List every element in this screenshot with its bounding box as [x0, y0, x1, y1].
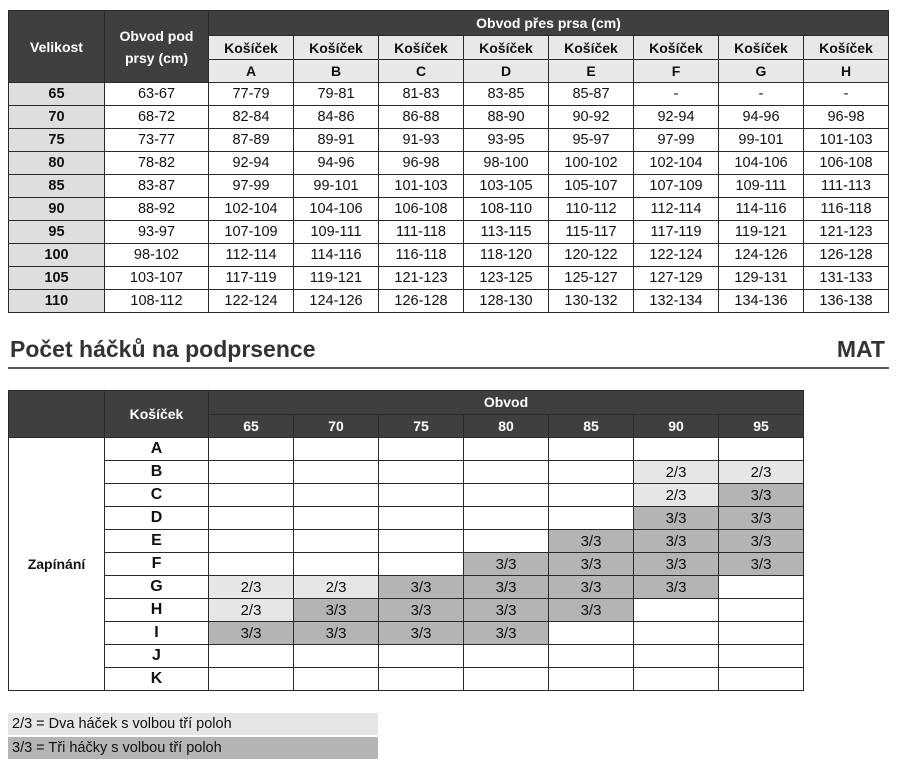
bust-cell: 122-124 [209, 290, 294, 313]
hooks-cell: 3/3 [464, 622, 549, 645]
cup-letter-header: E [549, 60, 634, 83]
hooks-cell [549, 645, 634, 668]
bust-cell: 120-122 [549, 244, 634, 267]
size-row [9, 83, 889, 106]
bust-cell: 124-126 [719, 244, 804, 267]
hooks-row [9, 484, 804, 507]
size-column-header: Velikost [9, 11, 105, 83]
hooks-cell [209, 484, 294, 507]
bust-cell: 117-119 [634, 221, 719, 244]
underbust-cell: 68-72 [105, 106, 209, 129]
cup-letter-header: C [379, 60, 464, 83]
bust-cell: 82-84 [209, 106, 294, 129]
underbust-cell: 78-82 [105, 152, 209, 175]
bust-cell: 104-106 [294, 198, 379, 221]
hooks-cell: 2/3 [209, 599, 294, 622]
size-cell: 105 [9, 267, 105, 290]
hooks-cell [549, 507, 634, 530]
bust-cell: 87-89 [209, 129, 294, 152]
size-cell: 85 [9, 175, 105, 198]
hooks-cell: 3/3 [379, 599, 464, 622]
bust-cell: 115-117 [549, 221, 634, 244]
hooks-cell: 3/3 [549, 576, 634, 599]
hooks-cell: 2/3 [294, 576, 379, 599]
bust-cell: 97-99 [209, 175, 294, 198]
size-cell: 75 [9, 129, 105, 152]
hooks-cell: 3/3 [464, 576, 549, 599]
bust-cell: 101-103 [804, 129, 889, 152]
cup-letter-cell: J [105, 645, 209, 668]
hooks-cell: 3/3 [719, 530, 804, 553]
hooks-cell [464, 484, 549, 507]
bust-cell: 114-116 [294, 244, 379, 267]
bust-cell: 96-98 [804, 106, 889, 129]
hooks-cell [379, 461, 464, 484]
bust-cell: 106-108 [379, 198, 464, 221]
hooks-cell [549, 461, 634, 484]
hooks-cell: 3/3 [634, 576, 719, 599]
hooks-cell [379, 484, 464, 507]
hooks-cell [294, 507, 379, 530]
bust-cell: 92-94 [209, 152, 294, 175]
bust-cell: 110-112 [549, 198, 634, 221]
hooks-row [9, 599, 804, 622]
hooks-cell [634, 599, 719, 622]
underbust-cell: 88-92 [105, 198, 209, 221]
size-cell: 110 [9, 290, 105, 313]
bust-cell: - [804, 83, 889, 106]
band-header: 85 [549, 414, 634, 438]
size-row [9, 129, 889, 152]
legend-three-thirds: 3/3 = Tři háčky s volbou tří poloh [8, 737, 378, 759]
cup-word-header: Košíček [549, 36, 634, 60]
brand-label: MAT [836, 336, 885, 362]
bust-cell: 121-123 [379, 267, 464, 290]
bust-cell: 126-128 [804, 244, 889, 267]
bust-cell: 128-130 [464, 290, 549, 313]
hooks-cell [464, 438, 549, 461]
cup-letter-header: B [294, 60, 379, 83]
underbust-cell: 73-77 [105, 129, 209, 152]
hooks-cell [379, 645, 464, 668]
cup-letter-cell: G [105, 576, 209, 599]
hooks-cell: 3/3 [294, 622, 379, 645]
cup-letter-cell: C [105, 484, 209, 507]
underbust-column-header: Obvod pod prsy (cm) [105, 11, 209, 83]
cup-word-header: Košíček [804, 36, 889, 60]
bust-cell: 112-114 [634, 198, 719, 221]
underbust-cell: 63-67 [105, 83, 209, 106]
hooks-cell [464, 668, 549, 691]
hooks-cell [379, 507, 464, 530]
cup-word-header: Košíček [634, 36, 719, 60]
hooks-cell [464, 645, 549, 668]
hooks-cell [719, 438, 804, 461]
hooks-cell: 3/3 [634, 507, 719, 530]
cup-letter-header: G [719, 60, 804, 83]
cup-letter-header: H [804, 60, 889, 83]
bust-cell: 107-109 [634, 175, 719, 198]
bust-cell: 123-125 [464, 267, 549, 290]
bust-cell: 126-128 [379, 290, 464, 313]
bust-cell: 119-121 [719, 221, 804, 244]
hooks-cell: 3/3 [209, 622, 294, 645]
hooks-cell: 3/3 [379, 622, 464, 645]
hooks-row [9, 576, 804, 599]
bust-cell: 118-120 [464, 244, 549, 267]
bust-cell: 94-96 [294, 152, 379, 175]
bust-cell: 108-110 [464, 198, 549, 221]
hooks-cell [719, 645, 804, 668]
bust-cell: 99-101 [719, 129, 804, 152]
bust-cell: 97-99 [634, 129, 719, 152]
band-header: 95 [719, 414, 804, 438]
bust-cell: 111-118 [379, 221, 464, 244]
hooks-cell [464, 461, 549, 484]
bust-cell: - [719, 83, 804, 106]
hooks-cell: 3/3 [379, 576, 464, 599]
underbust-cell: 83-87 [105, 175, 209, 198]
bust-cell: 79-81 [294, 83, 379, 106]
hooks-cell: 3/3 [719, 507, 804, 530]
size-cell: 80 [9, 152, 105, 175]
hooks-row [9, 553, 804, 576]
bust-cell: 117-119 [209, 267, 294, 290]
hooks-cell [294, 461, 379, 484]
hooks-cell: 3/3 [549, 530, 634, 553]
hooks-cell [464, 530, 549, 553]
hooks-cell [549, 438, 634, 461]
hooks-table [8, 390, 804, 691]
cup-word-header: Košíček [719, 36, 804, 60]
underbust-cell: 108-112 [105, 290, 209, 313]
cup-letter-cell: D [105, 507, 209, 530]
hooks-row [9, 530, 804, 553]
hooks-row [9, 507, 804, 530]
bust-cell: 130-132 [549, 290, 634, 313]
cup-letter-cell: K [105, 668, 209, 691]
bust-cell: 107-109 [209, 221, 294, 244]
bust-cell: 93-95 [464, 129, 549, 152]
hooks-cell [634, 622, 719, 645]
hooks-cell: 3/3 [549, 599, 634, 622]
bust-cell: 95-97 [549, 129, 634, 152]
bust-cell: 134-136 [719, 290, 804, 313]
size-row [9, 175, 889, 198]
size-row [9, 244, 889, 267]
hooks-cell [209, 461, 294, 484]
bust-cell: 84-86 [294, 106, 379, 129]
bust-cell: 136-138 [804, 290, 889, 313]
bust-cell: 132-134 [634, 290, 719, 313]
bust-cell: 99-101 [294, 175, 379, 198]
bust-cell: 88-90 [464, 106, 549, 129]
bust-cell: 86-88 [379, 106, 464, 129]
hooks-cell: 3/3 [294, 599, 379, 622]
hooks-cell: 3/3 [634, 530, 719, 553]
size-row [9, 267, 889, 290]
hooks-cell [464, 507, 549, 530]
bust-cell: 85-87 [549, 83, 634, 106]
hooks-cell [634, 668, 719, 691]
hooks-cell [634, 438, 719, 461]
size-row [9, 290, 889, 313]
hooks-row [9, 668, 804, 691]
hooks-row [9, 622, 804, 645]
bust-cell: - [634, 83, 719, 106]
bust-cell: 94-96 [719, 106, 804, 129]
heading-divider [8, 367, 889, 369]
band-header: 70 [294, 414, 379, 438]
bust-cell: 114-116 [719, 198, 804, 221]
hooks-cell [294, 668, 379, 691]
hooks-cell: 2/3 [634, 484, 719, 507]
bust-cell: 125-127 [549, 267, 634, 290]
bust-cell: 105-107 [549, 175, 634, 198]
bust-cell: 102-104 [209, 198, 294, 221]
cup-letter-cell: A [105, 438, 209, 461]
size-cell: 70 [9, 106, 105, 129]
hooks-cell: 3/3 [464, 553, 549, 576]
bust-cell: 111-113 [804, 175, 889, 198]
bust-cell: 89-91 [294, 129, 379, 152]
size-cell: 100 [9, 244, 105, 267]
bust-cell: 129-131 [719, 267, 804, 290]
hooks-cell: 3/3 [719, 484, 804, 507]
size-row [9, 221, 889, 244]
hooks-cell: 2/3 [634, 461, 719, 484]
bust-cell: 106-108 [804, 152, 889, 175]
hooks-cell [549, 484, 634, 507]
hooks-cell [634, 645, 719, 668]
cup-word-header: Košíček [209, 36, 294, 60]
hooks-cell [294, 553, 379, 576]
size-cell: 65 [9, 83, 105, 106]
bust-cell: 91-93 [379, 129, 464, 152]
bust-cell: 127-129 [634, 267, 719, 290]
band-header: 75 [379, 414, 464, 438]
bust-cell: 104-106 [719, 152, 804, 175]
hooks-cell [719, 668, 804, 691]
bust-cell: 121-123 [804, 221, 889, 244]
underbust-cell: 103-107 [105, 267, 209, 290]
cup-letter-cell: E [105, 530, 209, 553]
bust-cell: 92-94 [634, 106, 719, 129]
legend-two-thirds: 2/3 = Dva háček s volbou tří poloh [8, 713, 378, 735]
cup-word-header: Košíček [379, 36, 464, 60]
hooks-corner-cell [9, 391, 105, 438]
size-row [9, 106, 889, 129]
bust-cell: 96-98 [379, 152, 464, 175]
hooks-cell: 2/3 [719, 461, 804, 484]
hooks-row [9, 645, 804, 668]
hooks-cell [549, 622, 634, 645]
bust-cell: 90-92 [549, 106, 634, 129]
bust-group-header: Obvod přes prsa (cm) [209, 11, 889, 36]
hooks-cell [719, 622, 804, 645]
hooks-cell: 2/3 [209, 576, 294, 599]
bust-cell: 131-133 [804, 267, 889, 290]
hooks-cell: 3/3 [549, 553, 634, 576]
hooks-cell [209, 507, 294, 530]
bust-cell: 81-83 [379, 83, 464, 106]
size-cell: 90 [9, 198, 105, 221]
hooks-cell [294, 438, 379, 461]
size-chart-table [8, 10, 889, 313]
cup-letter-cell: B [105, 461, 209, 484]
hooks-cell [379, 553, 464, 576]
bust-cell: 113-115 [464, 221, 549, 244]
hooks-cell [209, 438, 294, 461]
bust-cell: 101-103 [379, 175, 464, 198]
bust-cell: 122-124 [634, 244, 719, 267]
hooks-cell [549, 668, 634, 691]
bust-cell: 116-118 [379, 244, 464, 267]
bust-cell: 119-121 [294, 267, 379, 290]
band-group-header: Obvod [209, 391, 804, 415]
underbust-cell: 98-102 [105, 244, 209, 267]
cup-letter-header: D [464, 60, 549, 83]
cup-word-header: Košíček [464, 36, 549, 60]
cup-letter-header: A [209, 60, 294, 83]
bust-cell: 98-100 [464, 152, 549, 175]
hooks-cell [294, 530, 379, 553]
hooks-row [9, 438, 804, 461]
hooks-cell: 3/3 [634, 553, 719, 576]
bust-cell: 124-126 [294, 290, 379, 313]
hooks-cell [719, 576, 804, 599]
hooks-cell [379, 530, 464, 553]
size-cell: 95 [9, 221, 105, 244]
hooks-cell: 3/3 [719, 553, 804, 576]
bust-cell: 116-118 [804, 198, 889, 221]
hooks-cell [294, 645, 379, 668]
bust-cell: 77-79 [209, 83, 294, 106]
cup-letter-header: F [634, 60, 719, 83]
band-header: 65 [209, 414, 294, 438]
hooks-cell [294, 484, 379, 507]
size-row [9, 198, 889, 221]
bust-cell: 112-114 [209, 244, 294, 267]
hooks-cell: 3/3 [464, 599, 549, 622]
hooks-section-title: Počet háčků na podprsence [10, 336, 316, 362]
hooks-row [9, 461, 804, 484]
hooks-cell [209, 668, 294, 691]
bust-cell: 109-111 [294, 221, 379, 244]
bust-cell: 109-111 [719, 175, 804, 198]
band-header: 80 [464, 414, 549, 438]
size-row [9, 152, 889, 175]
hooks-cell [719, 599, 804, 622]
cup-word-header: Košíček [294, 36, 379, 60]
cup-letter-cell: H [105, 599, 209, 622]
hooks-cell [379, 438, 464, 461]
band-header: 90 [634, 414, 719, 438]
underbust-cell: 93-97 [105, 221, 209, 244]
cup-letter-cell: I [105, 622, 209, 645]
fastening-label: Zapínání [9, 438, 105, 691]
cup-column-header: Košíček [105, 391, 209, 438]
bust-cell: 102-104 [634, 152, 719, 175]
hooks-cell [379, 668, 464, 691]
bust-cell: 83-85 [464, 83, 549, 106]
bust-cell: 103-105 [464, 175, 549, 198]
bust-cell: 100-102 [549, 152, 634, 175]
hooks-cell [209, 645, 294, 668]
hooks-cell [209, 530, 294, 553]
cup-letter-cell: F [105, 553, 209, 576]
hooks-cell [209, 553, 294, 576]
